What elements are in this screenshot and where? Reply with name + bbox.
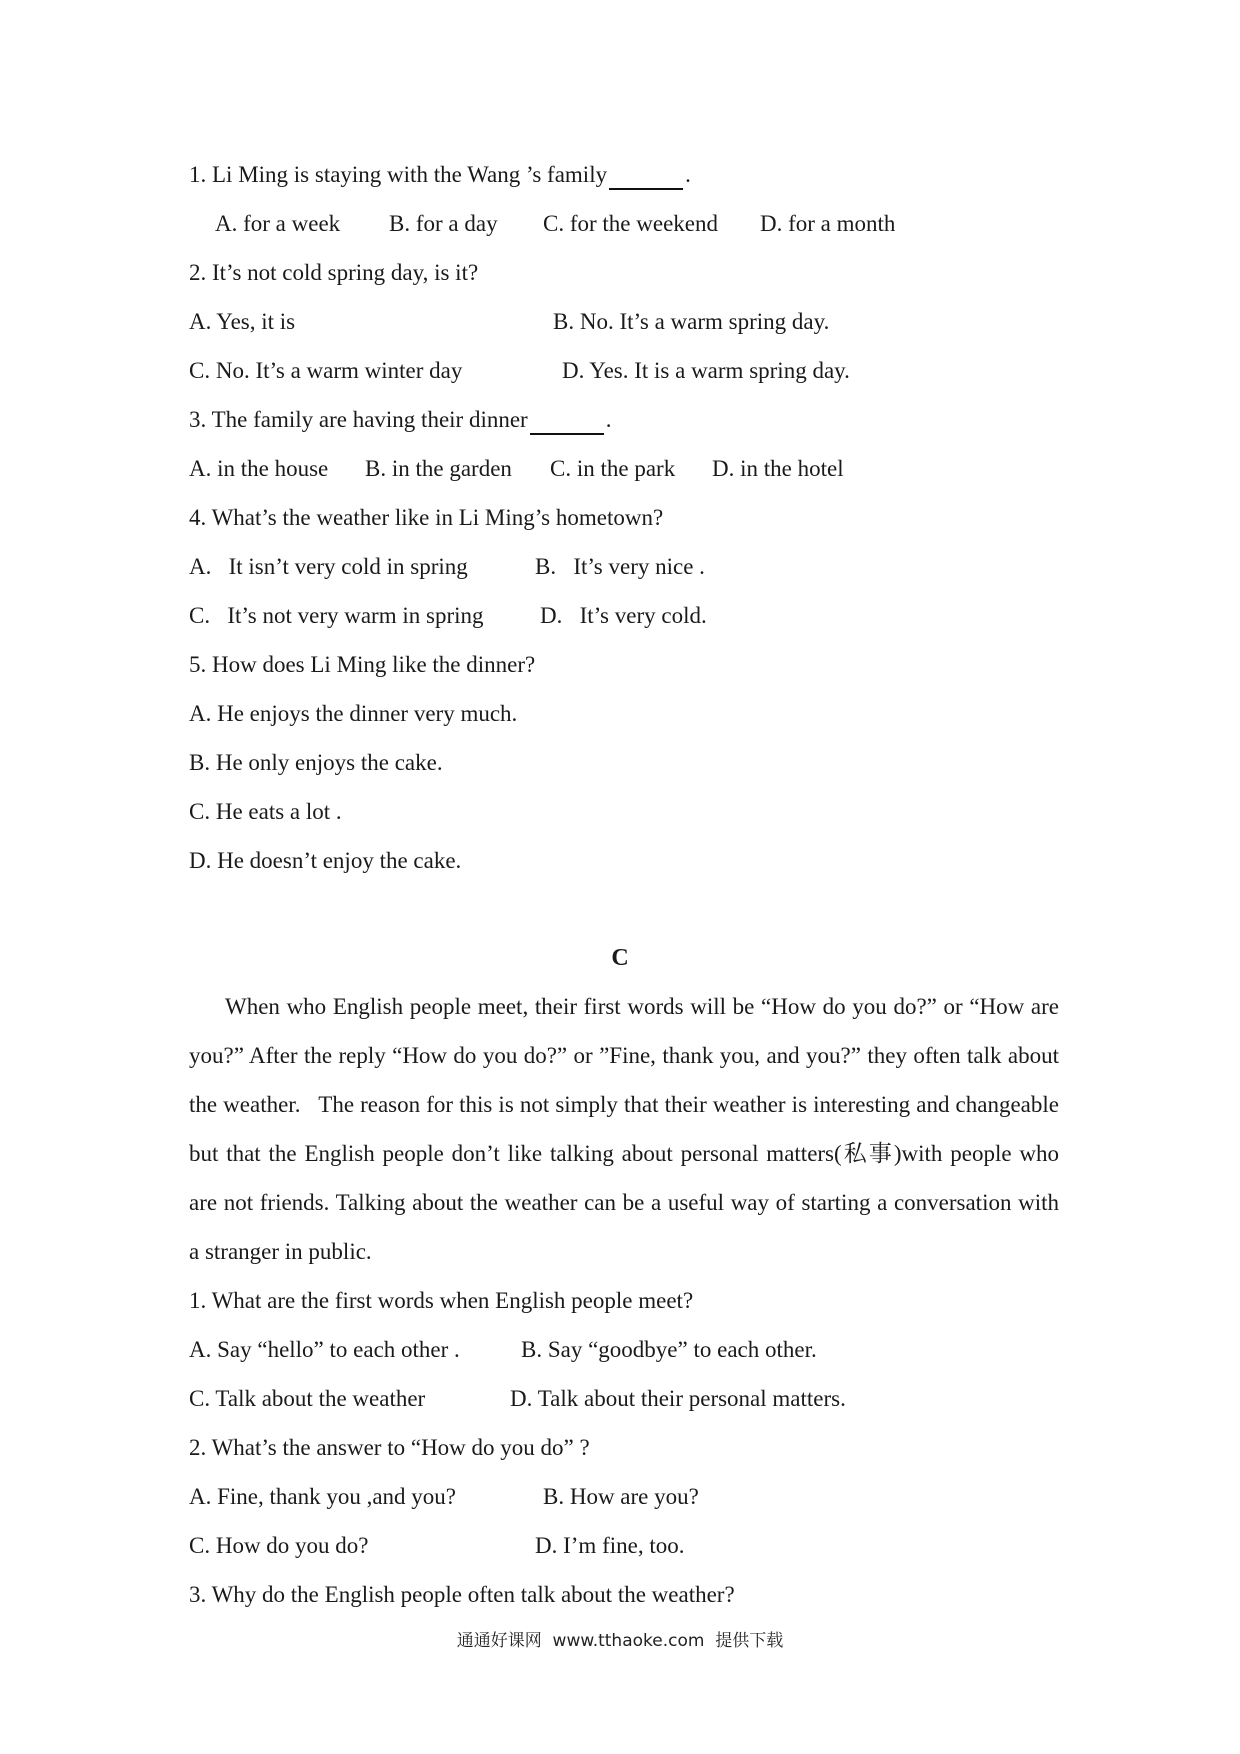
answer-blank bbox=[530, 411, 604, 435]
option-b3-a: A. in the house bbox=[189, 456, 329, 481]
question-c2-stem: 2. What’s the answer to “How do you do” ? bbox=[189, 1435, 590, 1460]
question-b3-stem bbox=[189, 405, 611, 435]
option-c2-c: C. How do you do? bbox=[189, 1533, 369, 1558]
option-b1-b: B. for a day bbox=[389, 211, 498, 236]
option-c1-d: D. Talk about their personal matters. bbox=[510, 1386, 846, 1411]
question-c3-stem: 3. Why do the English people often talk about the weather? bbox=[189, 1582, 735, 1607]
option-c2-d: D. I’m fine, too. bbox=[535, 1533, 685, 1558]
option-b5-a: A. He enjoys the dinner very much. bbox=[189, 701, 518, 726]
option-b3-c: C. in the park bbox=[550, 456, 676, 481]
reading-passage bbox=[189, 982, 1059, 1276]
option-b1-d: D. for a month bbox=[760, 211, 896, 236]
question-text: 1. Li Ming is staying with the Wang ’s family bbox=[189, 162, 608, 187]
option-b1-a: A. for a week bbox=[215, 211, 341, 236]
option-b4-b: B. It’s very nice . bbox=[535, 554, 705, 579]
option-b2-d: D. Yes. It is a warm spring day. bbox=[562, 358, 850, 383]
option-b4-a: A. It isn’t very cold in spring bbox=[189, 554, 468, 579]
option-b4-c: C. It’s not very warm in spring bbox=[189, 603, 484, 628]
page-footer: 通通好课网 www.tthaoke.com 提供下载 bbox=[456, 1631, 784, 1651]
option-c1-c: C. Talk about the weather bbox=[189, 1386, 426, 1411]
option-c1-a: A. Say “hello” to each other . bbox=[189, 1337, 460, 1362]
passage-text: When who English people meet, their first words will be “How do you do?” or “How are you?” After the reply “How do you do?” or ”Fine, thank you, and you?” they often talk about the weather. The reason for this is not simply that their weather is interesting and changeable but that the English people don’t like talking about personal matters(私事)with people who are not friends. Talking about the weather can be a useful way of starting a conversation with a stranger in public. bbox=[189, 994, 1059, 1264]
question-b1-stem bbox=[189, 160, 691, 190]
answer-blank bbox=[609, 166, 683, 190]
option-b4-d: D. It’s very cold. bbox=[540, 603, 707, 628]
option-b2-b: B. No. It’s a warm spring day. bbox=[553, 309, 830, 334]
option-c1-b: B. Say “goodbye” to each other. bbox=[521, 1337, 817, 1362]
option-b5-c: C. He eats a lot . bbox=[189, 799, 342, 824]
option-b2-c: C. No. It’s a warm winter day bbox=[189, 358, 463, 383]
option-c2-b: B. How are you? bbox=[543, 1484, 699, 1509]
question-c1-stem: 1. What are the first words when English people meet? bbox=[189, 1288, 694, 1313]
question-b5-stem: 5. How does Li Ming like the dinner? bbox=[189, 652, 536, 677]
option-c2-a: A. Fine, thank you ,and you? bbox=[189, 1484, 457, 1509]
question-text-end: . bbox=[685, 162, 691, 187]
section-heading: C bbox=[611, 945, 629, 971]
option-b2-a: A. Yes, it is bbox=[189, 309, 296, 334]
option-b5-b: B. He only enjoys the cake. bbox=[189, 750, 443, 775]
option-b5-d: D. He doesn’t enjoy the cake. bbox=[189, 848, 462, 873]
question-text: 3. The family are having their dinner bbox=[189, 407, 528, 432]
option-b3-d: D. in the hotel bbox=[712, 456, 844, 481]
option-b1-c: C. for the weekend bbox=[543, 211, 718, 236]
question-b2-stem: 2. It’s not cold spring day, is it? bbox=[189, 260, 479, 285]
option-b3-b: B. in the garden bbox=[365, 456, 512, 481]
question-b4-stem: 4. What’s the weather like in Li Ming’s hometown? bbox=[189, 505, 664, 530]
question-text-end: . bbox=[605, 407, 612, 432]
